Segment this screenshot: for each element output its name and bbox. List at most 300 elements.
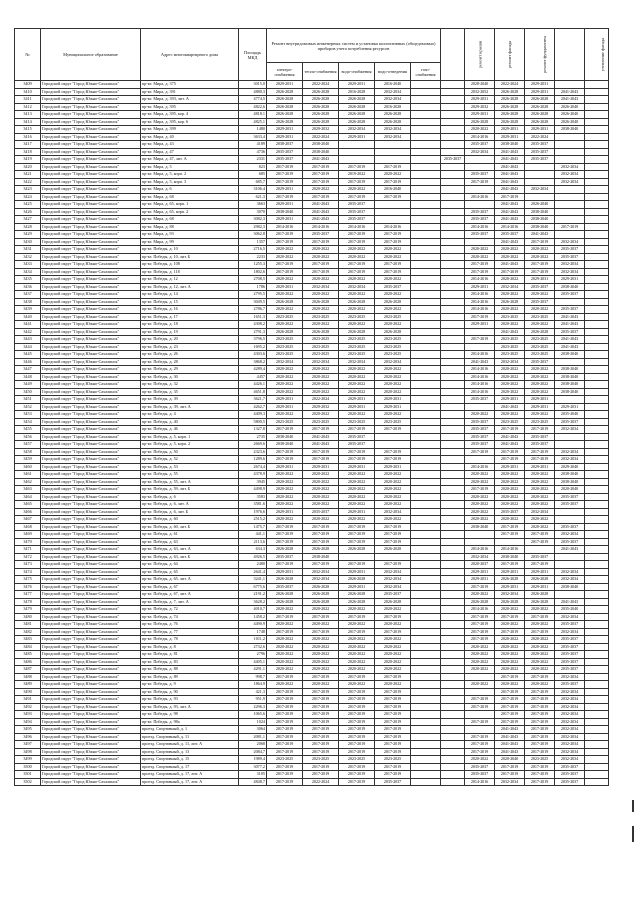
row-address: пр-кт. Победы, д. 30 [141,373,239,381]
row-extra-period [585,696,609,704]
row-extra-period [585,463,609,471]
row-system-period: 2032-2034 [375,133,411,141]
row-extra-period: 2017-2019 [495,688,525,696]
row-system-period: 2020-2022 [303,516,339,524]
row-extra-period: 2017-2019 [495,763,525,771]
row-extra-period [465,163,495,171]
row-extra-period [585,471,609,479]
row-area: 441,1 [239,531,267,539]
row-extra-period [441,96,465,104]
row-system-period: 2020-2022 [267,621,303,629]
row-extra-period: 2017-2019 [495,426,525,434]
header-electric: электро-снабжения [267,63,303,81]
row-extra-period [585,118,609,126]
row-system-period: 2014-2016 [303,223,339,231]
row-extra-period: 2020-2022 [525,643,555,651]
row-system-period: 2020-2022 [267,636,303,644]
row-address: пр-кт. Мира, д. 5, корп. 2 [141,171,239,179]
row-extra-period [555,148,585,156]
row-extra-period: 2032-2034 [555,613,585,621]
row-system-period: 2026-2028 [375,298,411,306]
row-system-period: 2020-2022 [375,658,411,666]
row-municipality: Городской округ "Город Южно-Сахалинск" [41,763,141,771]
row-area: 4490,9 [239,621,267,629]
header-insulation: утепление фасада [585,29,609,81]
row-extra-period: 2023-2025 [525,418,555,426]
row-extra-period [585,711,609,719]
row-extra-period [441,538,465,546]
row-extra-period [441,283,465,291]
row-address: пр-кт. Победы, д. 89 [141,673,239,681]
row-system-period: 2020-2022 [267,276,303,284]
row-system-period [375,148,411,156]
row-extra-period: 2029-2031 [465,576,495,584]
row-system-period: 2035-2037 [303,508,339,516]
row-address: пр-кт. Победы, д. 6, лит. Б [141,508,239,516]
row-system-period: 2017-2019 [267,733,303,741]
row-system-period: 2017-2019 [339,613,375,621]
row-system-period [411,358,441,366]
row-number: 3498 [15,748,41,756]
row-extra-period: 2032-2052 [465,88,495,96]
row-municipality: Городской округ "Город Южно-Сахалинск" [41,328,141,336]
table-row [15,126,637,134]
row-number: 3439 [15,306,41,314]
row-area: 3868,2 [239,358,267,366]
table-row [15,223,637,231]
row-extra-period: 2020-2022 [495,253,525,261]
row-extra-period [441,208,465,216]
row-extra-period [441,756,465,764]
table-row [15,291,637,299]
row-area: 5800,5 [239,418,267,426]
row-system-period [411,636,441,644]
row-system-period: 2032-2034 [339,126,375,134]
row-number: 3479 [15,606,41,614]
row-extra-period: 2014-2016 [495,546,525,554]
row-extra-period: 2017-2019 [525,688,555,696]
row-extra-period: 2020-2022 [495,276,525,284]
row-extra-period: 2026-2028 [495,111,525,119]
row-system-period: 2020-2022 [303,388,339,396]
row-system-period: 2032-2034 [303,283,339,291]
row-municipality: Городской округ "Город Южно-Сахалинск" [41,726,141,734]
row-extra-period: 2020-2022 [495,681,525,689]
row-extra-period [441,673,465,681]
row-extra-period: 2017-2019 [525,778,555,786]
row-extra-period: 2026-2028 [495,96,525,104]
row-system-period [411,426,441,434]
header-municipality: Муниципальное образование [41,29,141,81]
row-system-period: 2026-2028 [303,298,339,306]
row-extra-period: 2014-2016 [465,223,495,231]
table-row [15,658,637,666]
row-address: пр-кт. Победы, д. 17 [141,313,239,321]
row-address: пр-кт. Мира, д. 99 [141,238,239,246]
row-area: 1864,9 [239,681,267,689]
row-system-period: 2020-2022 [375,373,411,381]
row-extra-period [441,583,465,591]
row-system-period: 2017-2019 [267,613,303,621]
row-extra-period [585,358,609,366]
table-row [15,576,637,584]
row-municipality: Городской округ "Город Южно-Сахалинск" [41,291,141,299]
row-system-period [411,373,441,381]
row-system-period: 2017-2019 [375,193,411,201]
row-extra-period: 2035-2037 [465,396,495,404]
table-row [15,636,637,644]
table-row [15,313,637,321]
row-system-period: 2023-2025 [339,351,375,359]
row-address: пр-кт. Победы, д. 15 [141,298,239,306]
table-row [15,463,637,471]
row-number: 3483 [15,636,41,644]
row-system-period: 2026-2028 [375,111,411,119]
row-extra-period: 2035-2040 [555,411,585,419]
row-system-period: 2017-2019 [375,538,411,546]
row-system-period: 2035-2037 [375,283,411,291]
row-municipality: Городской округ "Город Южно-Сахалинск" [41,283,141,291]
row-number: 3472 [15,553,41,561]
row-number: 3451 [15,396,41,404]
row-address: пр-кт. Победы, д. 28 [141,358,239,366]
header-basement [555,29,585,81]
row-extra-period: 2032-2034 [555,748,585,756]
row-system-period: 2017-2019 [267,741,303,749]
row-system-period: 2032-2034 [375,508,411,516]
row-system-period: 2026-2028 [267,111,303,119]
row-system-period: 2038-2040 [267,433,303,441]
row-municipality: Городской округ "Город Южно-Сахалинск" [41,396,141,404]
row-extra-period: 2041-2043 [465,358,495,366]
table-row [15,591,637,599]
header-gas: газо-снабжения [411,63,441,81]
row-address: пр-кт. Мира, д. 5, корп. 3 [141,178,239,186]
row-system-period: 2038-2040 [303,141,339,149]
row-number: 3477 [15,591,41,599]
row-extra-period [525,193,555,201]
row-extra-period [585,306,609,314]
row-number: 3476 [15,583,41,591]
row-extra-period [441,403,465,411]
row-system-period: 2016-2040 [375,186,411,194]
row-address: пр-кт. Мира, д. 6 [141,186,239,194]
row-extra-period [585,373,609,381]
row-number: 3415 [15,126,41,134]
row-extra-period: 2035-2037 [555,636,585,644]
row-system-period [411,208,441,216]
row-system-period: 2017-2019 [303,748,339,756]
table-row [15,621,637,629]
row-extra-period [555,441,585,449]
row-extra-period: 2020-2022 [495,478,525,486]
row-address: пр-кт. Победы, д. 67 [141,583,239,591]
row-extra-period: 2041-2043 [495,238,525,246]
row-extra-period: 2020-2022 [525,306,555,314]
row-extra-period: 2020-2022 [525,366,555,374]
row-extra-period: 2020-2022 [495,471,525,479]
row-extra-period [441,441,465,449]
row-extra-period [441,531,465,539]
row-extra-period: 2023-2025 [495,418,525,426]
row-area: 4651,8 [239,388,267,396]
row-address: пр-кт. Победы, д. 40 [141,418,239,426]
row-municipality: Городской округ "Город Южно-Сахалинск" [41,246,141,254]
row-municipality: Городской округ "Город Южно-Сахалинск" [41,718,141,726]
row-extra-period: 2017-2019 [465,336,495,344]
row-extra-period: 2014-2016 [495,223,525,231]
row-address: пр-кт. Победы, д. 98а [141,718,239,726]
row-number: 3473 [15,561,41,569]
table-row [15,103,637,111]
row-system-period: 2041-2043 [303,156,339,164]
row-area: 4822,6 [239,103,267,111]
row-system-period: 2029-2031 [375,463,411,471]
row-extra-period [585,448,609,456]
row-number: 3446 [15,358,41,366]
row-system-period: 2029-2031 [267,186,303,194]
row-address: пр-кт. Победы, д. 67, лит. А [141,591,239,599]
row-system-period: 2020-2022 [375,388,411,396]
row-extra-period: 2029-2031 [465,321,495,329]
row-extra-period [441,426,465,434]
row-system-period: 2023-2025 [339,418,375,426]
row-extra-period [441,336,465,344]
row-extra-period [441,606,465,614]
row-extra-period: 2032-2034 [555,711,585,719]
row-system-period: 2020-2022 [375,651,411,659]
row-extra-period: 2020-2022 [465,126,495,134]
row-extra-period [465,688,495,696]
table-row [15,516,637,524]
row-area: 3633,4 [239,133,267,141]
row-address: пр-кт. Победы, д. 72 [141,606,239,614]
row-number: 3410 [15,88,41,96]
row-area: 685,7 [239,178,267,186]
row-address: пр-кт. Победы, д. 61 [141,531,239,539]
row-extra-period: 2029-2031 [525,403,555,411]
row-address: пр-кт. Победы, д. 19 [141,328,239,336]
row-extra-period: 2017-2019 [495,448,525,456]
row-system-period [411,696,441,704]
row-address: пр-кт. Победы, д. 6, лит. А [141,501,239,509]
table-row [15,343,637,351]
row-number: 3470 [15,538,41,546]
row-municipality: Городской округ "Город Южно-Сахалинск" [41,216,141,224]
row-area: 2480 [239,561,267,569]
row-municipality: Городской округ "Город Южно-Сахалинск" [41,313,141,321]
row-system-period [411,163,441,171]
row-system-period: 2032-2034 [339,283,375,291]
row-system-period: 2032-2034 [375,88,411,96]
row-extra-period [555,193,585,201]
row-extra-period: 2029-2031 [495,396,525,404]
row-address: пр-кт. Победы, д. 90 [141,688,239,696]
row-system-period [411,88,441,96]
row-extra-period: 2029-2031 [525,88,555,96]
row-number: 3452 [15,403,41,411]
row-extra-period [441,298,465,306]
row-system-period: 2017-2019 [375,163,411,171]
row-system-period: 2017-2019 [267,711,303,719]
row-system-period: 2026-2028 [267,298,303,306]
row-area: 2786,7 [239,306,267,314]
row-extra-period: 2035-2037 [555,771,585,779]
row-address: пр-кт. Победы, д. 77 [141,628,239,636]
row-extra-period: 2035-2037 [525,141,555,149]
row-number: 3465 [15,501,41,509]
row-municipality: Городской округ "Город Южно-Сахалинск" [41,118,141,126]
row-extra-period [585,643,609,651]
row-number: 3499 [15,756,41,764]
row-extra-period [441,591,465,599]
row-system-period: 2023-2025 [375,336,411,344]
row-extra-period [441,726,465,734]
scan-mark [632,800,634,812]
row-area: 421,3 [239,688,267,696]
row-system-period: 2017-2019 [339,531,375,539]
row-system-period: 2020-2022 [267,388,303,396]
row-extra-period: 2041-2043 [495,178,525,186]
row-area: 3077,2 [239,763,267,771]
row-extra-period: 2014-2016 [465,606,495,614]
row-system-period: 2020-2022 [375,276,411,284]
row-municipality: Городской округ "Город Южно-Сахалинск" [41,688,141,696]
row-system-period: 2020-2022 [303,621,339,629]
row-system-period: 2020-2022 [303,681,339,689]
row-system-period: 2020-2022 [339,501,375,509]
row-system-period: 2020-2022 [267,643,303,651]
row-extra-period: 2020-2022 [495,306,525,314]
row-number: 3489 [15,681,41,689]
row-extra-period [555,201,585,209]
row-system-period [411,508,441,516]
table-row [15,238,637,246]
row-system-period: 2023-2025 [375,351,411,359]
header-roof: ремонт крыши [465,29,495,81]
row-municipality: Городской округ "Город Южно-Сахалинск" [41,613,141,621]
row-system-period [411,178,441,186]
row-system-period: 2022-2024 [303,778,339,786]
row-number: 3459 [15,456,41,464]
row-extra-period [441,688,465,696]
table-header [15,29,637,81]
row-extra-period: 2017-2019 [525,733,555,741]
row-system-period: 2016-2040 [375,81,411,89]
row-extra-period [441,306,465,314]
row-extra-period [555,396,585,404]
row-extra-period: 2035-2037 [555,523,585,531]
row-extra-period [441,666,465,674]
row-system-period: 2020-2022 [303,276,339,284]
row-area: 1695,2 [239,343,267,351]
row-system-period: 2017-2019 [375,763,411,771]
row-system-period: 2020-2022 [303,658,339,666]
row-area: 2982,3 [239,223,267,231]
row-system-period: 2038-2040 [267,441,303,449]
row-municipality: Городской округ "Город Южно-Сахалинск" [41,171,141,179]
row-system-period: 2023-2025 [303,313,339,321]
row-extra-period [585,621,609,629]
row-extra-period: 2020-2022 [525,246,555,254]
row-number: 3461 [15,471,41,479]
row-number: 3456 [15,433,41,441]
row-municipality: Городской округ "Город Южно-Сахалинск" [41,456,141,464]
row-system-period: 2020-2022 [339,291,375,299]
row-system-period [411,403,441,411]
row-system-period: 2017-2019 [339,238,375,246]
table-row [15,306,637,314]
row-extra-period [441,351,465,359]
row-number: 3458 [15,448,41,456]
row-extra-period [585,291,609,299]
row-extra-period [441,651,465,659]
row-system-period: 2014-2016 [339,223,375,231]
row-extra-period: 2020-2022 [525,658,555,666]
row-system-period [411,651,441,659]
row-extra-period [585,568,609,576]
row-municipality: Городской округ "Город Южно-Сахалинск" [41,583,141,591]
row-system-period: 2017-2019 [375,231,411,239]
row-extra-period [441,471,465,479]
row-system-period: 2020-2022 [339,478,375,486]
row-system-period [411,276,441,284]
row-municipality: Городской округ "Город Южно-Сахалинск" [41,306,141,314]
row-extra-period: 2017-2019 [495,673,525,681]
row-extra-period: 2020-2022 [495,321,525,329]
row-extra-period [585,576,609,584]
row-extra-period [441,463,465,471]
row-extra-period [441,636,465,644]
row-address: пр-кт. Победы, д. 74 [141,613,239,621]
row-system-period [411,501,441,509]
row-area: 4457 [239,373,267,381]
row-system-period: 2032-2034 [375,96,411,104]
row-extra-period: 2017-2019 [525,696,555,704]
row-area: 621,3 [239,193,267,201]
row-system-period: 2017-2019 [339,688,375,696]
row-area: 4378,9 [239,471,267,479]
row-address: пр-кт. Мира, д. 68 [141,216,239,224]
row-system-period: 2017-2019 [375,771,411,779]
row-extra-period: 2038-2040 [555,283,585,291]
row-system-period: 2020-2022 [267,658,303,666]
row-system-period [411,726,441,734]
row-extra-period: 2020-2022 [465,471,495,479]
row-system-period: 2020-2022 [303,246,339,254]
row-system-period: 2023-2025 [339,756,375,764]
row-municipality: Городской округ "Город Южно-Сахалинск" [41,606,141,614]
row-municipality: Городской округ "Город Южно-Сахалинск" [41,223,141,231]
table-row [15,613,637,621]
row-system-period: 2029-2031 [267,201,303,209]
row-municipality: Городской округ "Город Южно-Сахалинск" [41,643,141,651]
row-system-period: 2023-2025 [267,418,303,426]
row-extra-period: 2023-2025 [525,343,555,351]
row-extra-period [441,381,465,389]
row-extra-period [585,111,609,119]
row-extra-period: 2035-2037 [465,426,495,434]
row-area: 2641,4 [239,568,267,576]
row-extra-period: 2020-2022 [495,366,525,374]
row-extra-period: 2029-2031 [465,111,495,119]
row-system-period [411,493,441,501]
row-system-period [411,193,441,201]
row-municipality: Городской округ "Город Южно-Сахалинск" [41,486,141,494]
row-extra-period: 2020-2022 [525,523,555,531]
row-number: 3426 [15,208,41,216]
row-extra-period: 2041-2043 [495,171,525,179]
